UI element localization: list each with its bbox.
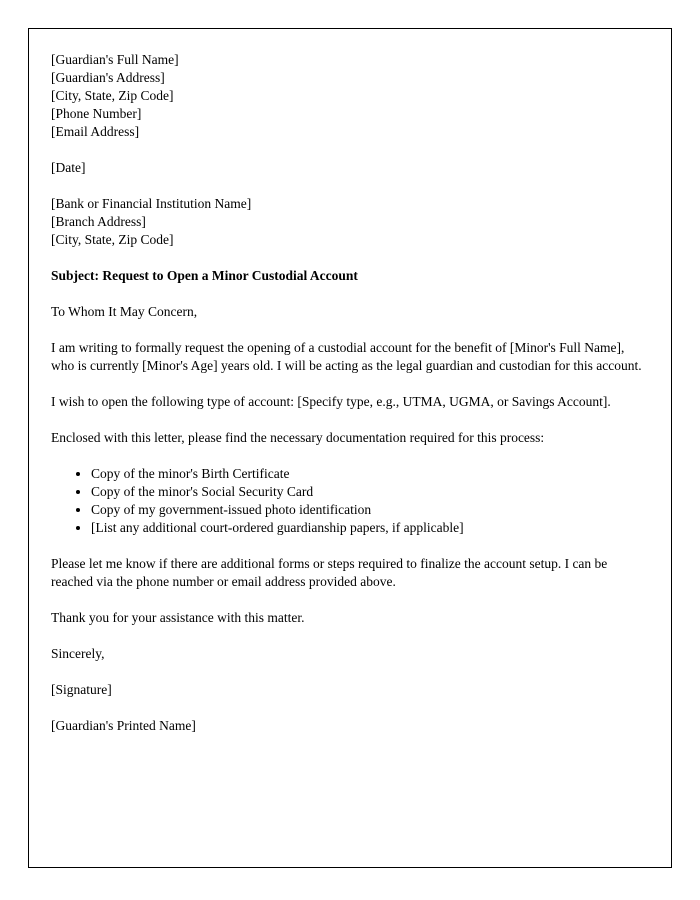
sender-city-state-zip: [City, State, Zip Code] <box>51 88 174 103</box>
paragraph-followup: Please let me know if there are additional forms or steps required to finalize the account setup. I can be reached via the phone number or email address provided above. <box>51 556 608 589</box>
enclosure-item-social-security-card: • Copy of the minor's Social Security Card <box>91 483 649 501</box>
subject-line: Subject: Request to Open a Minor Custodial Account <box>51 268 358 283</box>
paragraph-account-type: I wish to open the following type of account: [Specify type, e.g., UTMA, UGMA, or Savings Account]. <box>51 394 611 409</box>
sender-name: [Guardian's Full Name] <box>51 52 179 67</box>
recipient-branch-address: [Branch Address] <box>51 214 146 229</box>
paragraph-intro: I am writing to formally request the opening of a custodial account for the benefit of [Minor's Full Name], who is currently [Minor's Age] years old. I will be acting as the legal guardian and custodian for this account. <box>51 340 642 373</box>
printed-name-placeholder: [Guardian's Printed Name] <box>51 718 196 733</box>
enclosure-item-photo-id: • Copy of my government-issued photo identification <box>91 501 649 519</box>
enclosure-item-guardianship-papers: • [List any additional court-ordered guardianship papers, if applicable] <box>91 519 649 537</box>
sender-address-block <box>51 51 649 141</box>
sender-email: [Email Address] <box>51 124 140 139</box>
letter-date: [Date] <box>51 160 86 175</box>
closing: Sincerely, <box>51 646 105 661</box>
enclosure-item-birth-certificate: • Copy of the minor's Birth Certificate <box>91 465 649 483</box>
letter-page <box>28 28 672 868</box>
paragraph-thanks: Thank you for your assistance with this matter. <box>51 610 305 625</box>
paragraph-enclosed-intro: Enclosed with this letter, please find the necessary documentation required for this process: <box>51 430 545 445</box>
salutation: To Whom It May Concern, <box>51 304 198 319</box>
signature-placeholder: [Signature] <box>51 682 112 697</box>
enclosure-list <box>51 465 649 537</box>
sender-phone: [Phone Number] <box>51 106 142 121</box>
sender-address: [Guardian's Address] <box>51 70 165 85</box>
recipient-bank-name: [Bank or Financial Institution Name] <box>51 196 252 211</box>
date-block <box>51 159 649 177</box>
recipient-city-state-zip: [City, State, Zip Code] <box>51 232 174 247</box>
recipient-address-block <box>51 195 649 249</box>
